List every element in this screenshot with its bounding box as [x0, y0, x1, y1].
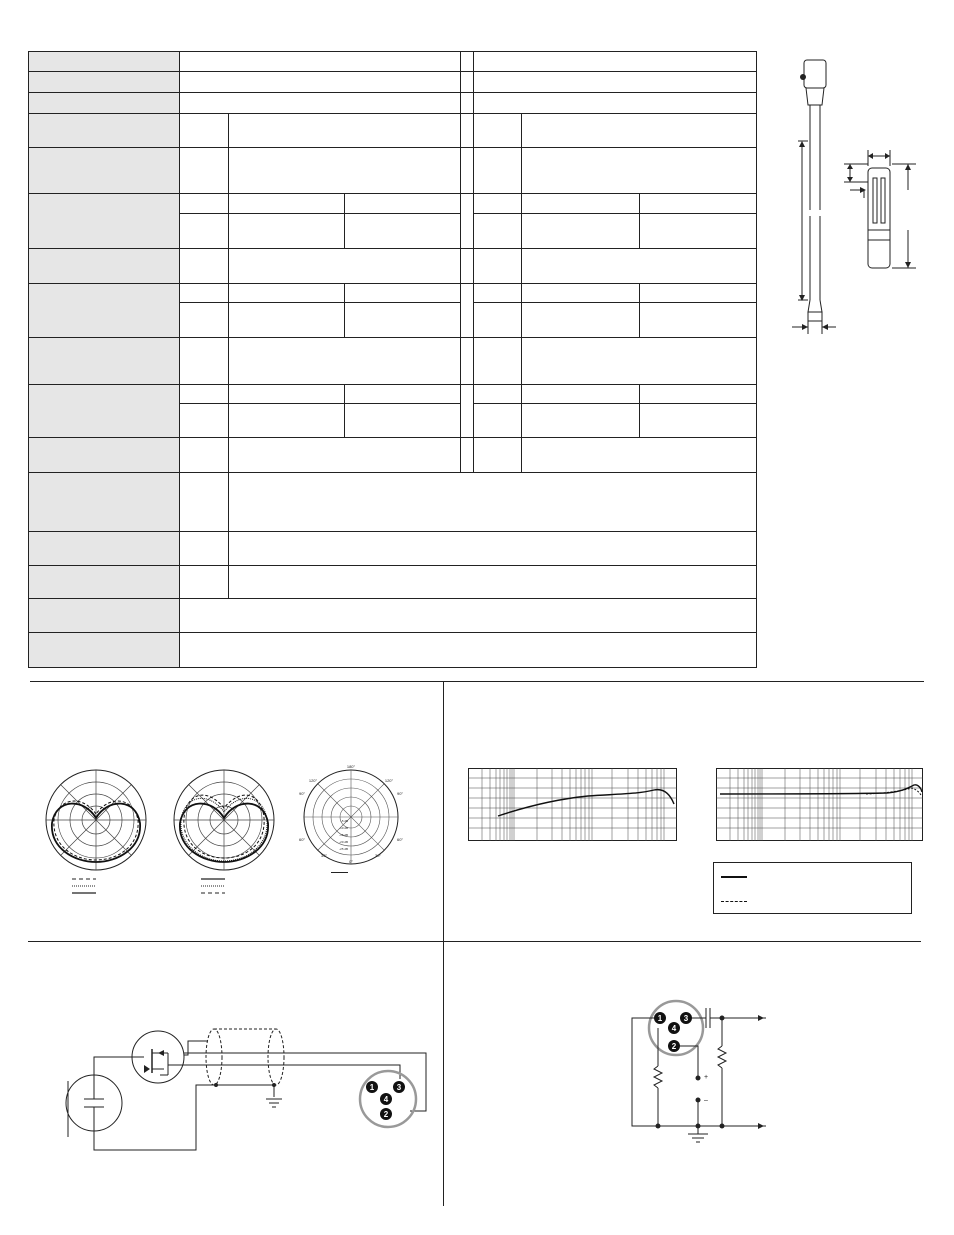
polar-label-lower-right: 60°: [396, 837, 404, 842]
polar-legend-1: [72, 876, 102, 896]
polar-scale-10: -10 dB: [339, 826, 348, 830]
right-pin-1: 1: [657, 1014, 663, 1023]
connector-dot-icon: [800, 74, 806, 80]
polar-pattern-cardioid-1: [44, 768, 148, 872]
polar-scale-diagram: [296, 762, 406, 872]
mic-dimension-drawing: [780, 50, 930, 340]
polar-scale-underline: [331, 872, 348, 873]
frequency-response-graph-1: [468, 768, 678, 842]
polar-label-upper-right: 120°: [384, 778, 394, 783]
left-pin-2: 2: [383, 1110, 389, 1119]
right-pin-2: 2: [671, 1042, 677, 1051]
frequency-response-graph-2: [716, 768, 924, 842]
minus-sign: –: [704, 1097, 708, 1104]
polar-label-bottom-left: 30°: [320, 853, 328, 858]
legend-solid-line: [721, 876, 747, 878]
right-pin-3: 3: [683, 1014, 689, 1023]
polar-label-bottom-right: 30°: [374, 853, 382, 858]
left-pin-3: 3: [396, 1083, 402, 1092]
left-pin-1: 1: [369, 1083, 375, 1092]
mic-circuit-schematic: [60, 1025, 432, 1155]
legend-dashed-line: [721, 901, 747, 902]
polar-label-top: 180°: [346, 764, 356, 769]
polar-label-mid-left: 90°: [298, 791, 306, 796]
polar-scale-5: -5 dB: [340, 819, 348, 823]
plus-sign: +: [704, 1074, 709, 1081]
polar-legend-2: [201, 876, 231, 896]
load-circuit-schematic: [626, 996, 776, 1146]
frequency-legend-box: [713, 862, 912, 914]
polar-label-bottom: 0°: [349, 859, 353, 864]
left-pin-4: 4: [383, 1095, 389, 1104]
section-divider-vertical: [443, 681, 444, 1206]
polar-pattern-cardioid-2: [172, 768, 276, 872]
polar-label-mid-right: 90°: [396, 791, 404, 796]
polar-label-upper-left: 120°: [308, 778, 318, 783]
right-pin-4: 4: [671, 1024, 677, 1033]
section-divider-top: [30, 681, 924, 682]
section-divider-middle: [28, 941, 921, 942]
polar-scale-20: -20 dB: [339, 840, 348, 844]
polar-scale-15: -15 dB: [339, 833, 348, 837]
polar-scale-25: -25 dB: [339, 847, 348, 851]
polar-label-lower-left: 60°: [298, 837, 306, 842]
spec-table-frame: [28, 51, 757, 668]
